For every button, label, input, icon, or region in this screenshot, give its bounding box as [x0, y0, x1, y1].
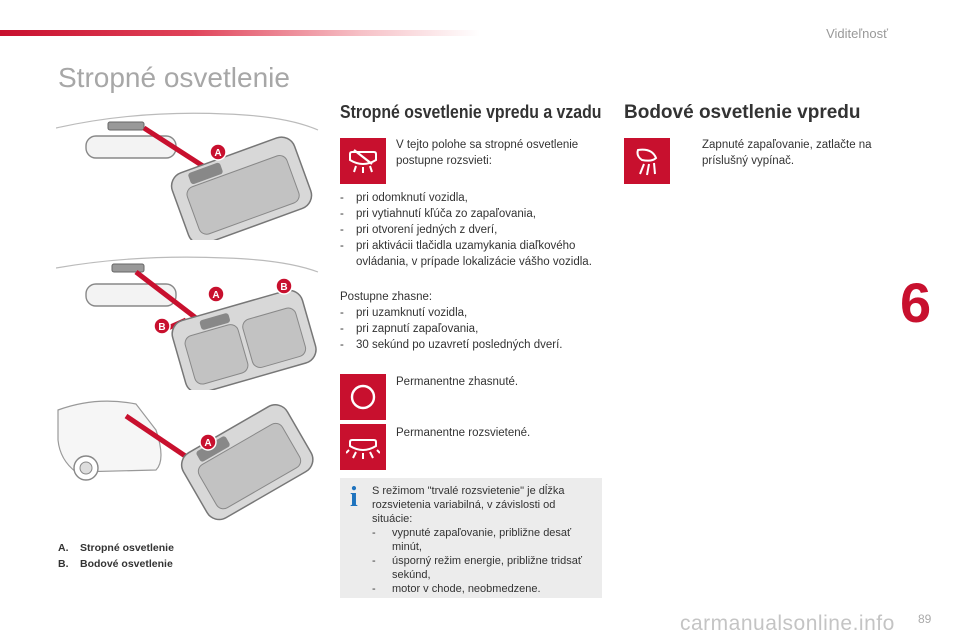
- page-number: 89: [918, 612, 932, 626]
- info-icon: i: [350, 482, 358, 513]
- watermark: carmanualsonline.info: [680, 612, 895, 635]
- on-conditions-list: [340, 190, 608, 270]
- figure-label-a: A: [214, 148, 222, 159]
- figure-rear-ceiling-light-car: [56, 390, 321, 530]
- bullet-icon: [680, 137, 702, 169]
- figure-front-ceiling-light: [56, 100, 321, 240]
- figure-label-b: B: [158, 322, 166, 333]
- list-item: - pri otvorení jedných z dverí,: [340, 224, 498, 236]
- list-item: - úsporný režim energie, približne tridsať sekúnd,: [372, 555, 582, 581]
- spot-light-heading: Bodové osvetlenie vpredu: [624, 102, 861, 123]
- header-accent-bar: [0, 30, 480, 36]
- lamp-on-icon: [340, 424, 386, 470]
- off-conditions-list: [340, 305, 608, 353]
- on-mode-text: Permanentne rozsvietené.: [396, 427, 531, 439]
- circle-off-icon: [340, 374, 386, 420]
- list-item: - pri zapnutí zapaľovania,: [340, 323, 479, 335]
- list-item: - pri odomknutí vozidla,: [340, 192, 468, 204]
- figure-legend: [58, 540, 174, 572]
- figure-label-b: B: [280, 282, 288, 293]
- list-item: - pri vytiahnutí kľúča zo zapaľovania,: [340, 208, 536, 220]
- figure-label-a: A: [212, 290, 220, 301]
- spot-light-instruction: Zapnuté zapaľovanie, zatlačte na príslušný vypínač.: [680, 137, 890, 169]
- list-item: - pri uzamknutí vozidla,: [340, 307, 468, 319]
- info-intro: S režimom "trvalé rozsvietenie" je dĺžka rozsvietenia variabilná, v závislosti od situácie:: [372, 485, 565, 525]
- info-box: [340, 478, 602, 598]
- legend-item: A. Stropné osvetlenie: [58, 542, 174, 554]
- list-item: - 30 sekúnd po uzavretí posledných dverí.: [340, 339, 563, 351]
- front-ceiling-heading: Stropné osvetlenie vpredu a vzadu: [340, 102, 602, 122]
- list-item: - vypnuté zapaľovanie, približne desať minút,: [372, 527, 572, 553]
- section-title: Viditeľnosť: [826, 26, 888, 41]
- door-light-icon: [340, 138, 386, 184]
- figure-label-a: A: [204, 438, 212, 449]
- off-intro: Postupne zhasne:: [340, 291, 433, 303]
- chapter-number: 6: [900, 271, 932, 334]
- list-item: - motor v chode, neobmedzene.: [372, 583, 541, 595]
- spotlight-icon: [624, 138, 670, 184]
- legend-item: B. Bodové osvetlenie: [58, 558, 173, 570]
- page-title: Stropné osvetlenie: [58, 62, 290, 93]
- figure-rear-ceiling-light: [56, 250, 321, 390]
- door-mode-text: V tejto polohe sa stropné osvetlenie postupne rozsvieti:: [396, 139, 579, 167]
- off-mode-text: Permanentne zhasnuté.: [396, 376, 519, 388]
- list-item: - pri aktivácii tlačidla uzamykania diaľkového ovládania, v prípade lokalizácie vášho vozidla.: [340, 240, 592, 268]
